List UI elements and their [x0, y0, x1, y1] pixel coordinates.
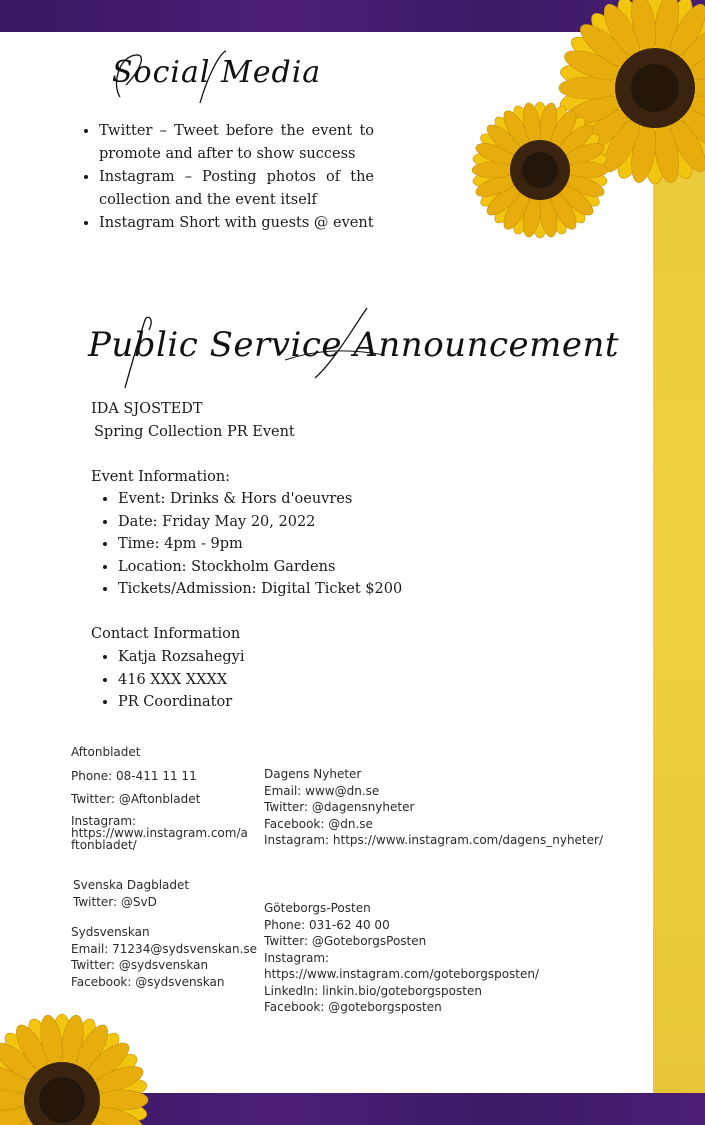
list-item: • Twitter – Tweet before the event to promote and after to show success: [99, 120, 374, 166]
list-item: • Date: Friday May 20, 2022: [118, 511, 402, 534]
list-item: • Instagram Short with guests @ event: [99, 212, 374, 235]
media-instagram: Instagram: https://www.instagram.com/dagens_nyheter/: [264, 833, 603, 847]
list-item: • Katja Rozsahegyi: [118, 646, 244, 669]
media-goteborgs-posten: [264, 900, 539, 1016]
media-twitter: Twitter: @dagensnyheter: [264, 800, 415, 814]
list-item: • Time: 4pm - 9pm: [118, 533, 402, 556]
media-twitter: Twitter: @Aftonbladet: [71, 792, 201, 806]
list-item: • Tickets/Admission: Digital Ticket $200: [118, 578, 402, 601]
media-dagens-nyheter: [264, 766, 603, 849]
brand-name: IDA SJOSTEDT: [91, 401, 203, 417]
social-title-flourish: [108, 45, 318, 115]
media-instagram-label: Instagram:: [71, 813, 137, 828]
media-email: Email: www@dn.se: [264, 783, 380, 798]
media-name: Aftonbladet: [71, 745, 141, 759]
media-aftonbladet: [71, 744, 248, 851]
event-info-heading: Event Information:: [91, 469, 231, 485]
event-subtitle: Spring Collection PR Event: [94, 424, 295, 440]
media-phone: Phone: 031-62 40 00: [264, 917, 390, 932]
media-instagram-link: https://www.instagram.com/goteborgsposten/: [264, 967, 540, 981]
media-name: Göteborgs-Posten: [264, 901, 371, 915]
psa-title-flourish: [85, 300, 485, 395]
list-item: • PR Coordinator: [118, 691, 244, 714]
social-media-list: [80, 120, 374, 235]
psa-title: Public Service Announcement: [88, 325, 620, 365]
media-name: Sydsvenskan: [71, 925, 150, 939]
event-info-list: [90, 488, 402, 601]
media-email: Email: 71234@sydsvenskan.se: [71, 941, 258, 956]
list-item: • Event: Drinks & Hors d'oeuvres: [118, 488, 402, 511]
media-twitter: Twitter: @SvD: [73, 894, 157, 909]
media-facebook: Facebook: @dn.se: [264, 816, 373, 831]
contact-info-list: [90, 646, 244, 714]
sunflower-bottom-left: [0, 985, 170, 1125]
media-sydsvenskan: [71, 924, 257, 990]
media-instagram-link: https://www.instagram.com/a: [71, 825, 248, 840]
media-twitter: Twitter: @sydsvenskan: [71, 958, 209, 972]
contact-info-heading: Contact Information: [91, 626, 241, 642]
media-instagram-label: Instagram:: [264, 950, 330, 965]
media-name: Dagens Nyheter: [264, 767, 362, 781]
sunflower-small-top-right: [455, 90, 625, 250]
list-item: • Instagram – Posting photos of the collection and the event itself: [99, 166, 374, 212]
media-twitter: Twitter: @GoteborgsPosten: [264, 934, 427, 948]
media-instagram-link: ftonbladet/: [71, 837, 137, 852]
media-phone: Phone: 08-411 11 11: [71, 768, 197, 783]
list-item: • Location: Stockholm Gardens: [118, 556, 402, 579]
media-name: Svenska Dagbladet: [73, 878, 190, 892]
media-svd: [73, 877, 189, 910]
media-facebook: Facebook: @goteborgsposten: [264, 1000, 442, 1014]
list-item: • 416 XXX XXXX: [118, 669, 244, 692]
media-facebook: Facebook: @sydsvenskan: [71, 974, 225, 989]
media-linkedin: LinkedIn: linkin.bio/goteborgsposten: [264, 983, 482, 998]
social-media-title: Social Media: [112, 55, 322, 90]
